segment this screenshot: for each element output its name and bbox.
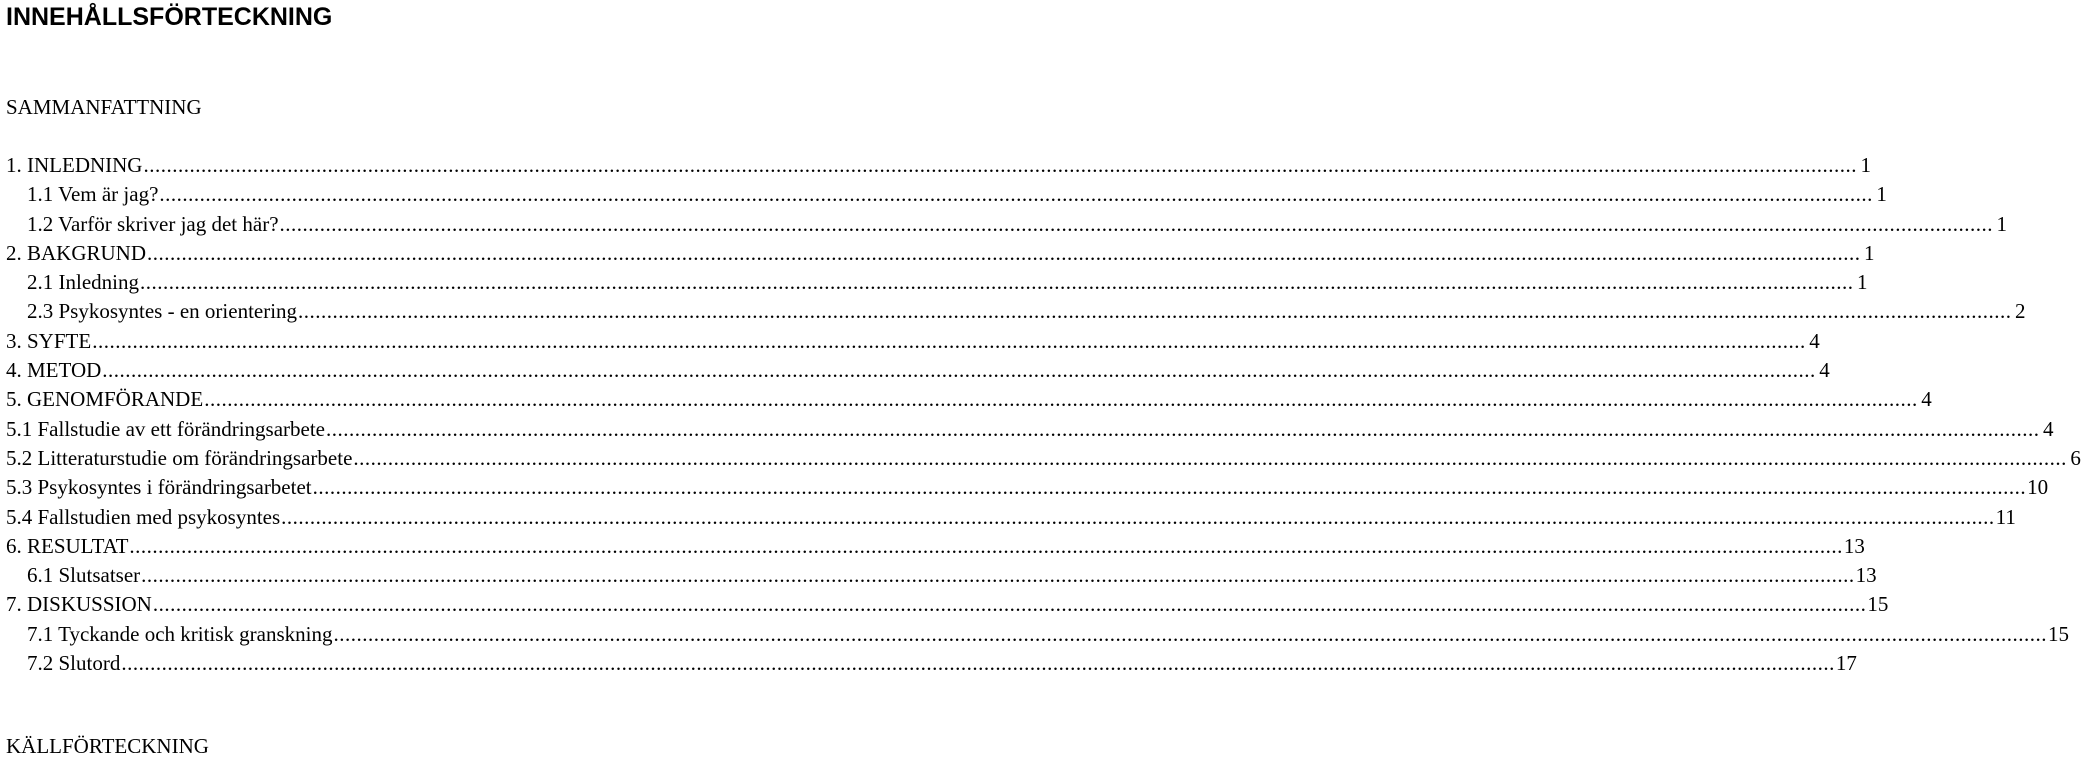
toc-entry-page-number: 15 (2048, 621, 2070, 646)
toc-entry (6, 328, 1820, 358)
toc-entry-label: 6.1 Slutsatser (27, 563, 141, 588)
toc-entry (6, 533, 1865, 563)
toc-entry (6, 299, 2026, 328)
toc-dot-leader (353, 446, 2067, 470)
toc-entry-page-number: 1 (1996, 211, 2008, 236)
toc-entry-label: 7.1 Tyckande och kritisk granskning (27, 621, 333, 646)
toc-dot-leader (281, 505, 1995, 529)
toc-entry (6, 592, 1889, 621)
toc-entry-page-number: 11 (1995, 504, 2016, 529)
toc-dot-leader (313, 475, 2027, 499)
toc-entry (6, 358, 1830, 387)
toc-entry (6, 211, 2008, 241)
toc-entry (6, 563, 1877, 592)
toc-entry-label: 6. RESULTAT (6, 533, 129, 558)
toc-entry-label: 4. METOD (6, 358, 102, 383)
toc-entry-page-number: 1 (1860, 153, 1871, 177)
toc-entry-page-number: 1 (1876, 182, 1887, 207)
toc-entry (6, 153, 1871, 182)
toc-dot-leader (298, 299, 2012, 323)
toc-entry-label: 2.1 Inledning (27, 270, 139, 295)
toc-dot-leader (129, 534, 1843, 558)
toc-entry-label: 5.2 Litteraturstudie om förändringsarbete (6, 445, 353, 470)
toc-entry-label: 5.1 Fallstudie av ett förändringsarbete (6, 416, 325, 441)
toc-entry (6, 475, 2049, 504)
toc-entry (6, 445, 2081, 475)
toc-entry (6, 387, 1932, 416)
toc-entry-page-number: 1 (1864, 240, 1875, 265)
toc-dot-leader (147, 241, 1861, 265)
toc-entry-label: 7. DISKUSSION (6, 592, 152, 617)
references-heading: KÄLLFÖRTECKNING (6, 734, 209, 758)
toc-entry-page-number: 17 (1835, 651, 1857, 676)
toc-entry-label: 3. SYFTE (6, 328, 92, 353)
toc-dot-leader (140, 270, 1854, 294)
toc-dot-leader (153, 592, 1867, 616)
toc-entry-page-number: 6 (2070, 445, 2081, 470)
toc-dot-leader (204, 387, 1918, 411)
toc-entry-page-number: 1 (1856, 270, 1868, 295)
toc-entry-page-number: 4 (2043, 416, 2054, 441)
toc-entry-label: 5.4 Fallstudien med psykosyntes (6, 504, 281, 529)
toc-dot-leader (102, 358, 1816, 382)
toc-entry-label: 7.2 Slutord (27, 651, 121, 676)
toc-dot-leader (141, 563, 1855, 587)
toc-entry-page-number: 2 (2015, 299, 2026, 324)
page-title: INNEHÅLLSFÖRTECKNING (6, 3, 333, 31)
toc-dot-leader (334, 622, 2048, 646)
toc-entry (6, 270, 1868, 299)
toc-entry-label: 1.1 Vem är jag? (27, 182, 159, 207)
toc-entry (6, 621, 2070, 651)
toc-dot-leader (326, 417, 2040, 441)
toc-entry (6, 182, 1887, 211)
toc-dot-leader (121, 651, 1835, 675)
toc-entry (6, 416, 2054, 446)
toc-entry-page-number: 4 (1921, 387, 1932, 412)
toc-entry-label: 1. INLEDNING (6, 153, 143, 177)
toc-entry-page-number: 10 (2027, 475, 2049, 500)
toc-entry-label: 5. GENOMFÖRANDE (6, 387, 204, 412)
toc-entry (6, 240, 1875, 270)
toc-entry (6, 504, 2016, 534)
toc-dot-leader (92, 329, 1806, 353)
toc-dot-leader (159, 182, 1873, 206)
toc-entry-page-number: 13 (1843, 533, 1865, 558)
toc-entry (6, 651, 1857, 680)
toc-entry-label: 5.3 Psykosyntes i förändringsarbetet (6, 475, 312, 500)
toc-entry-page-number: 4 (1809, 328, 1820, 353)
toc-entry-label: 1.2 Varför skriver jag det här? (27, 211, 279, 236)
table-of-contents (6, 153, 2081, 680)
toc-dot-leader (280, 212, 1994, 236)
toc-entry-page-number: 15 (1867, 592, 1889, 617)
toc-entry-page-number: 4 (1819, 358, 1830, 383)
toc-entry-page-number: 13 (1855, 563, 1877, 588)
toc-entry-label: 2.3 Psykosyntes - en orientering (27, 299, 298, 324)
toc-dot-leader (143, 153, 1857, 177)
toc-entry-label: 2. BAKGRUND (6, 240, 147, 265)
summary-heading: SAMMANFATTNING (6, 95, 202, 119)
